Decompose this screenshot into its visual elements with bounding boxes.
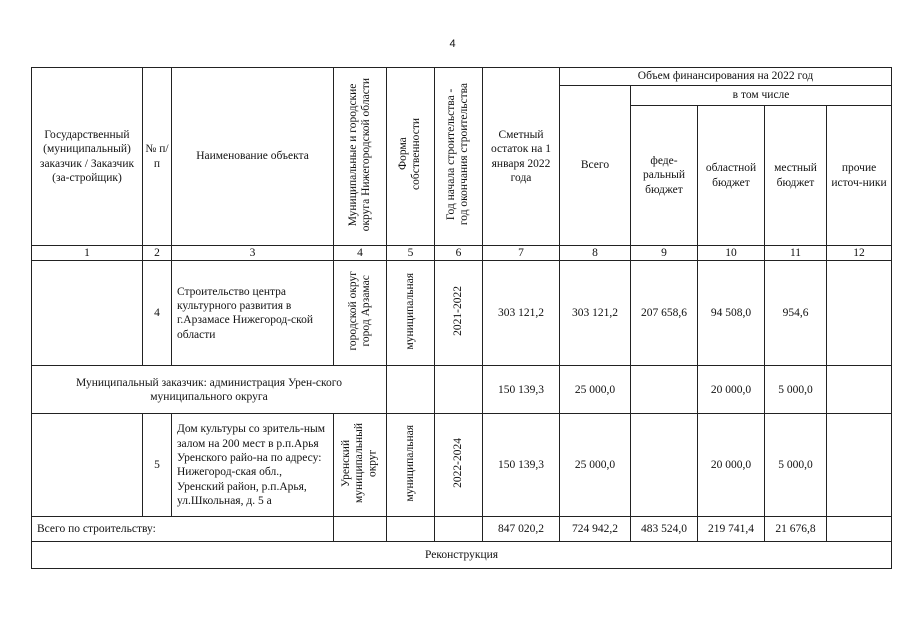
column-number: 6 [435,246,483,261]
page-number: 4 [449,38,456,50]
column-number: 3 [172,246,334,261]
ownership-cell [387,517,435,542]
row-number: 5 [143,414,172,517]
header-total: Всего [560,86,631,246]
column-number: 9 [631,246,698,261]
other-value [827,366,892,414]
remaining-value: 150 139,3 [483,366,560,414]
ownership-value: муниципальная [403,424,416,502]
header-remaining: Сметный остаток на 1 января 2022 года [483,68,560,246]
header-regional: областной бюджет [698,106,765,246]
total-regional-value: 219 741,4 [698,517,765,542]
column-number: 8 [560,246,631,261]
column-number: 1 [32,246,143,261]
municipality-line-2: муниципальный [353,423,366,504]
regional-value: 20 000,0 [698,414,765,517]
customer-cell [32,414,143,517]
header-local: местный бюджет [765,106,827,246]
column-number: 7 [483,246,560,261]
total-total-value: 724 942,2 [560,517,631,542]
total-label: Всего по строительству: [32,517,334,542]
header-object-name: Наименование объекта [172,68,334,246]
header-municipality-line-2: округа Нижегородской области [360,77,372,231]
local-value: 954,6 [765,261,827,366]
ownership-cell [387,414,435,517]
column-number-row [32,246,892,261]
other-value [827,414,892,517]
municipal-customer-line: Муниципальный заказчик: администрация Урен-ского муниципального округа [32,366,387,414]
other-value [827,261,892,366]
customer-cell [32,261,143,366]
local-value: 5 000,0 [765,414,827,517]
header-row [32,68,892,86]
years-cell [435,414,483,517]
header-including: в том числе [631,86,892,106]
municipality-cell [334,414,387,517]
ownership-value: муниципальная [403,272,416,350]
municipality-line-1: городской округ [346,271,359,351]
remaining-value: 303 121,2 [483,261,560,366]
federal-value: 207 658,6 [631,261,698,366]
column-number: 10 [698,246,765,261]
federal-value [631,366,698,414]
column-number: 11 [765,246,827,261]
total-remaining-value: 847 020,2 [483,517,560,542]
total-value: 25 000,0 [560,414,631,517]
regional-value: 20 000,0 [698,366,765,414]
total-federal-value: 483 524,0 [631,517,698,542]
total-row [32,517,892,542]
header-years [435,68,483,246]
row-number: 4 [143,261,172,366]
years-cell [435,261,483,366]
column-number: 4 [334,246,387,261]
header-num: № п/п [143,68,172,246]
header-years-line-1: Год начала строительства - [445,88,458,221]
header-funding-volume: Объем финансирования на 2022 год [560,68,892,86]
header-municipality-line-1: Муниципальные и городские [346,82,359,226]
local-value: 5 000,0 [765,366,827,414]
years-value: 2022-2024 [451,438,464,489]
header-customer: Государственный (муниципальный) заказчик / Заказчик (за-стройщик) [32,68,143,246]
object-name: Дом культуры со зритель-ным залом на 200 мест в р.п.Арья Уренского райо-на по адресу: Нижегород-ская обл., Уренский район, р.п.Арья, ул.Школьная, д. 5 а [172,414,334,517]
municipality-line-2: город Арзамас [360,275,372,347]
municipality-cell [334,517,387,542]
header-federal: феде-ральный бюджет [631,106,698,246]
ownership-cell [387,261,435,366]
municipality-line-3: округ [366,449,379,477]
regional-value: 94 508,0 [698,261,765,366]
column-number: 2 [143,246,172,261]
object-name: Строительство центра культурного развития в г.Арзамасе Нижегород-ской области [172,261,334,366]
budget-table [31,67,892,569]
total-value: 25 000,0 [560,366,631,414]
years-cell [435,517,483,542]
remaining-value: 150 139,3 [483,414,560,517]
section-title: Реконструкция [32,542,892,569]
federal-value [631,414,698,517]
header-municipality [334,68,387,246]
header-other: прочие источ-ники [827,106,892,246]
years-value: 2021-2022 [451,286,464,337]
header-ownership-line-1: Форма [397,137,410,171]
header-ownership-line-2: собственности [410,118,423,191]
years-cell [435,366,483,414]
column-number: 12 [827,246,892,261]
total-value: 303 121,2 [560,261,631,366]
municipality-cell [334,261,387,366]
header-years-line-2: год окончания строительства [458,83,471,226]
section-row [32,542,892,569]
table-row [32,414,892,517]
table-row [32,261,892,366]
total-other-value [827,517,892,542]
table-row [32,366,892,414]
ownership-cell [387,366,435,414]
total-local-value: 21 676,8 [765,517,827,542]
column-number: 5 [387,246,435,261]
municipality-line-1: Уренский [340,439,353,487]
header-ownership [387,68,435,246]
